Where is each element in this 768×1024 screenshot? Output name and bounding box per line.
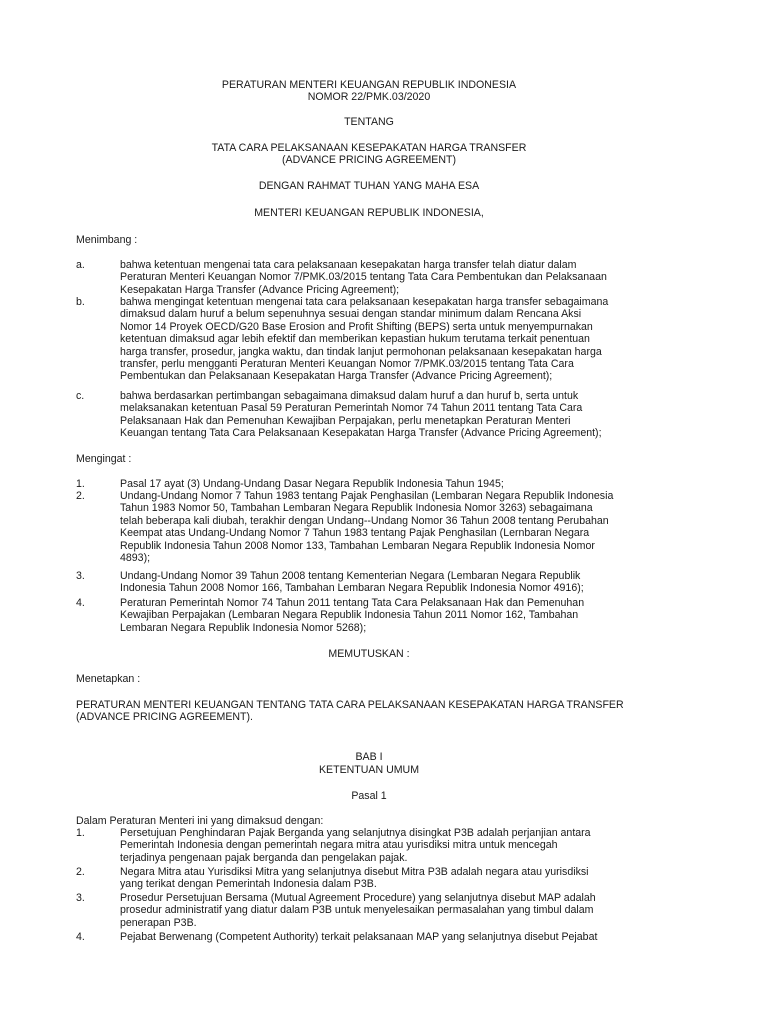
- item-label: 1.: [76, 478, 85, 490]
- text-line: terjadinya pengenaan pajak berganda dan pengelakan pajak.: [120, 851, 408, 864]
- text-line: Peraturan Pemerintah Nomor 74 Tahun 2011 tentang Tata Cara Pelaksanaan Hak dan Pemenuhan: [120, 597, 585, 609]
- text-line: Negara Mitra atau Yurisdiksi Mitra yang selanjutnya disebut Mitra P3B adalah negara atau yurisdiksi: [120, 866, 589, 878]
- text-line: Pejabat Berwenang (Competent Authority) terkait pelaksanaan MAP yang selanjutnya disebut Pejabat: [120, 931, 598, 943]
- regulation-number: NOMOR 22/PMK.03/2020: [307, 91, 431, 103]
- bab-number: BAB I: [355, 751, 383, 763]
- text-line: Keempat atas Undang-Undang Nomor 7 Tahun 1983 tentang Pajak Penghasilan (Lernbaran Negara: [120, 527, 590, 540]
- text-line: Keuangan tentang Tata Cara Pelaksanaan Kesepakatan Harga Transfer (Advance Pricing Agreement);: [120, 427, 602, 440]
- mengingat-heading: Mengingat :: [76, 453, 132, 465]
- item-text: [120, 490, 690, 564]
- text-line: Lembaran Negara Republik Indonesia Nomor 5268);: [120, 621, 367, 634]
- item-label: 4.: [76, 597, 85, 609]
- text-line: bahwa ketentuan mengenai tata cara pelaksanaan kesepakatan harga transfer telah diatur dalam: [120, 259, 577, 271]
- item-text: [120, 931, 690, 943]
- text-line: Pemerintah Indonesia dengan pemerintah negara mitra atau yurisdiksi mitra untuk mencegah: [120, 839, 558, 852]
- item-text: [120, 892, 690, 929]
- text-line: bahwa mengingat ketentuan mengenai tata cara pelaksanaan kesepakatan harga transfer sebagaimana: [120, 296, 609, 308]
- item-text: [120, 866, 690, 891]
- preamble-rahmat: DENGAN RAHMAT TUHAN YANG MAHA ESA: [258, 180, 480, 192]
- text-line: yang terikat dengan Pemerintah Indonesia dalam P3B.: [120, 878, 377, 891]
- item-label: 2.: [76, 866, 85, 878]
- tentang-heading: TENTANG: [344, 116, 394, 128]
- regulation-title-line1: PERATURAN MENTERI KEUANGAN REPUBLIK INDONESIA: [221, 79, 517, 91]
- item-text: [120, 570, 690, 595]
- pasal-heading: Pasal 1: [351, 790, 387, 802]
- item-text: [120, 827, 690, 864]
- menetapkan-heading: Menetapkan :: [76, 673, 141, 685]
- item-label: b.: [76, 296, 85, 308]
- menetapkan-text: [76, 699, 624, 724]
- text-line: prosedur administratif yang diatur dalam P3B untuk menyelesaikan permasalahan yang timbul dalam: [120, 904, 594, 917]
- item-label: 1.: [76, 827, 85, 839]
- item-text: [120, 478, 690, 490]
- subject-title-line2: (ADVANCE PRICING AGREEMENT): [281, 154, 457, 166]
- text-line: 4893);: [120, 552, 151, 565]
- preamble-menteri: MENTERI KEUANGAN REPUBLIK INDONESIA,: [254, 207, 484, 219]
- text-line: Indonesia Tahun 2008 Nomor 166, Tambahan Lembaran Negara Republik Indonesia Nomor 4916);: [120, 582, 584, 595]
- text-line: bahwa berdasarkan pertimbangan sebagaimana dimaksud dalam huruf a dan huruf b, serta untuk: [120, 390, 579, 402]
- memutuskan-heading: MEMUTUSKAN :: [328, 648, 410, 660]
- item-label: 3.: [76, 892, 85, 904]
- text-line: Undang-Undang Nomor 39 Tahun 2008 tentang Kementerian Negara (Lembaran Negara Republik: [120, 570, 581, 582]
- text-line: ketentuan dimaksud agar lebih efektif dan memberikan kepastian hukum terutama terkait penentuan: [120, 333, 590, 346]
- text-line: Kesepakatan Harga Transfer (Advance Pricing Agreement);: [120, 283, 400, 296]
- text-line: harga transfer, prosedur, jangka waktu, dan tindak lanjut permohonan pelaksanaan kesepakatan harga: [120, 345, 602, 358]
- text-line: Pasal 17 ayat (3) Undang-Undang Dasar Negara Republik Indonesia Tahun 1945;: [120, 478, 504, 490]
- text-line: transfer, perlu mengganti Peraturan Menteri Keuangan Nomor 7/PMK.03/2015 tentang Tata Cara: [120, 358, 574, 371]
- item-text: [120, 259, 690, 296]
- text-line: telah beberapa kali diubah, terakhir dengan Undang--Undang Nomor 36 Tahun 2008 tentang Perubahan: [120, 514, 609, 527]
- item-label: 4.: [76, 931, 85, 943]
- pasal1-intro: Dalam Peraturan Menteri ini yang dimaksud dengan:: [76, 815, 324, 827]
- item-text: [120, 390, 690, 440]
- text-line: Pembentukan dan Pelaksanaan Kesepakatan Harga Transfer (Advance Pricing Agreement);: [120, 370, 553, 383]
- text-line: Peraturan Menteri Keuangan Nomor 7/PMK.03/2015 tentang Tata Cara Pembentukan dan Pelaksanaan: [120, 271, 607, 284]
- item-text: [120, 296, 690, 383]
- text-line: Tahun 1983 Nomor 50, Tambahan Lembaran Negara Republik Indonesia Nomor 3263) sebagaimana: [120, 502, 593, 515]
- bab-title: KETENTUAN UMUM: [318, 764, 420, 776]
- text-line: Persetujuan Penghindaran Pajak Berganda yang selanjutnya disingkat P3B adalah perjanjian antara: [120, 827, 591, 839]
- text-line: Kewajiban Perpajakan (Lembaran Negara Republik Indonesia Tahun 2011 Nomor 162, Tambahan: [120, 609, 579, 622]
- text-line: Undang-Undang Nomor 7 Tahun 1983 tentang Pajak Penghasilan (Lembaran Negara Republik Indonesia: [120, 490, 614, 502]
- text-line: melaksanakan ketentuan Pasal 59 Peraturan Pemerintah Nomor 74 Tahun 2011 tentang Tata Cara: [120, 402, 583, 415]
- text-line: PERATURAN MENTERI KEUANGAN TENTANG TATA CARA PELAKSANAAN KESEPAKATAN HARGA TRANSFER: [76, 699, 624, 711]
- text-line: dimaksud dalam huruf a belum sepenuhnya sesuai dengan standar minimum dalam Rencana Aksi: [120, 308, 582, 321]
- item-label: 3.: [76, 570, 85, 582]
- item-label: 2.: [76, 490, 85, 502]
- text-line: (ADVANCE PRICING AGREEMENT).: [76, 711, 253, 724]
- text-line: Prosedur Persetujuan Bersama (Mutual Agreement Procedure) yang selanjutnya disebut MAP adalah: [120, 892, 596, 904]
- menimbang-heading: Menimbang :: [76, 234, 138, 246]
- text-line: Republik Indonesia Tahun 2008 Nomor 133, Tambahan Lembaran Negara Republik Indonesia Nomor: [120, 539, 595, 552]
- subject-title-line1: TATA CARA PELAKSANAAN KESEPAKATAN HARGA TRANSFER: [211, 142, 527, 154]
- text-line: Nomor 14 Proyek OECD/G20 Base Erosion and Profit Shifting (BEPS) serta untuk menyempurnakan: [120, 320, 593, 333]
- item-label: a.: [76, 259, 85, 271]
- text-line: Pelaksanaan Hak dan Pemenuhan Kewajiban Perpajakan, perlu menetapkan Peraturan Menteri: [120, 414, 571, 427]
- text-line: penerapan P3B.: [120, 916, 197, 929]
- item-text: [120, 597, 690, 634]
- item-label: c.: [76, 390, 85, 402]
